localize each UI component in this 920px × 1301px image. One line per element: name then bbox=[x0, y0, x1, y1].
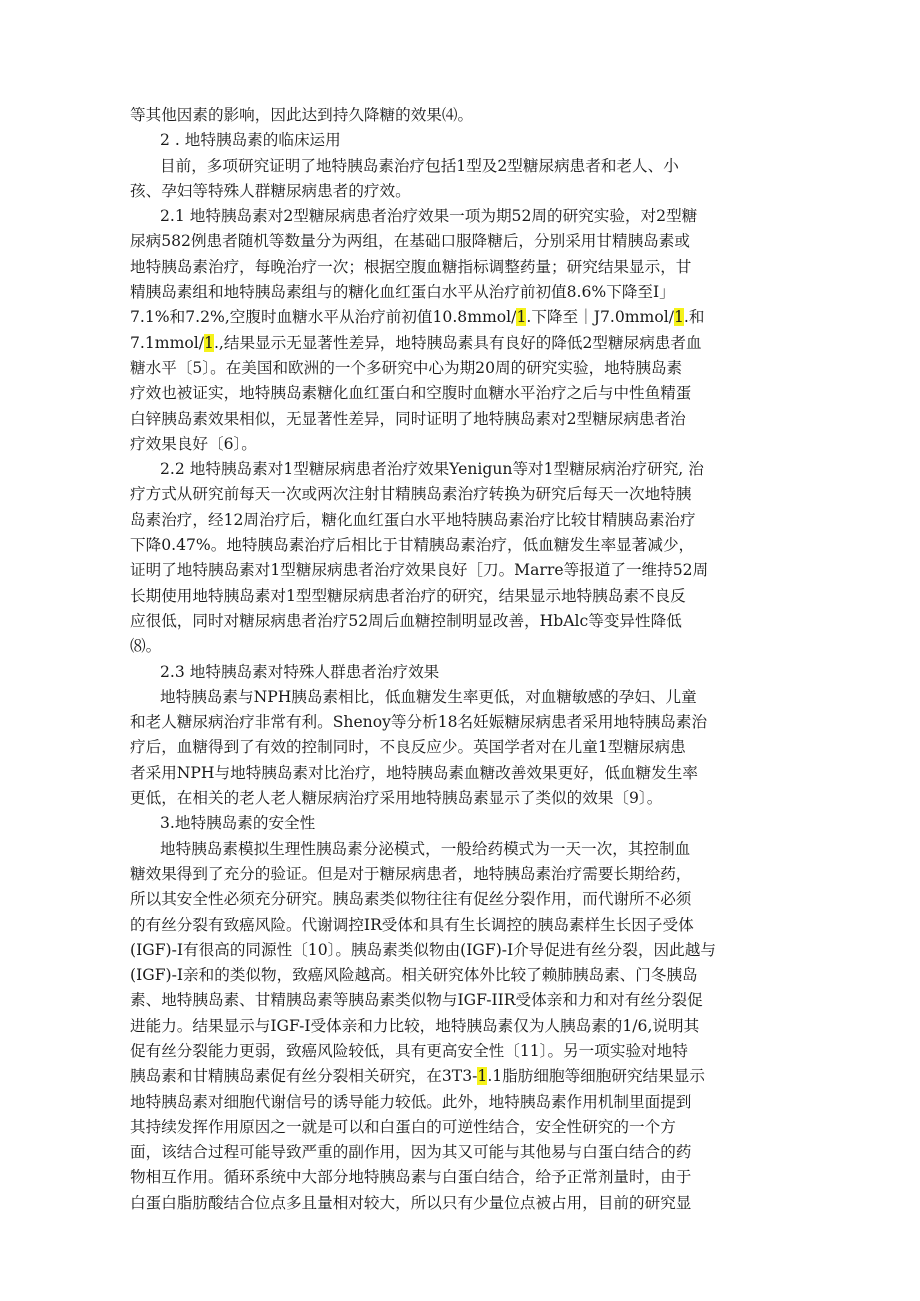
text-segment: 其持续发挥作用原因之一就是可以和白蛋白的可逆性结合，安全性研究的一个方 bbox=[130, 1117, 676, 1136]
text-segment: 面，该结合过程可能导致严重的副作用，因为其又可能与其他易与白蛋白结合的药 bbox=[130, 1143, 692, 1162]
text-line bbox=[130, 1165, 802, 1190]
text-line bbox=[130, 432, 802, 457]
text-segment: 地特胰岛素治疗，每晚治疗一次；根据空腹血糖指标调整药量；研究结果显示，甘 bbox=[130, 257, 692, 276]
text-line bbox=[130, 154, 802, 179]
text-segment: 进能力。结果显示与IGF-I受体亲和力比较，地特胰岛素仅为人胰岛素的1/6,说明其 bbox=[130, 1016, 700, 1035]
text-segment: 目前，多项研究证明了地特胰岛素治疗包括1型及2型糖尿病患者和老人、小 bbox=[160, 156, 679, 175]
text-line bbox=[130, 988, 802, 1013]
text-segment: 3.地特胰岛素的安全性 bbox=[160, 814, 316, 833]
text-line bbox=[130, 584, 802, 609]
text-line bbox=[130, 103, 802, 128]
highlighted-text: 1 bbox=[477, 1067, 488, 1086]
text-line bbox=[130, 179, 802, 204]
text-line bbox=[130, 685, 802, 710]
highlighted-text: 1 bbox=[673, 308, 684, 327]
text-line bbox=[130, 331, 802, 356]
text-segment: 地特胰岛素模拟生理性胰岛素分泌模式，一般给药模式为一天一次，其控制血 bbox=[160, 839, 691, 858]
text-segment: .下降至｜J7.0mmol∕ bbox=[526, 308, 674, 327]
text-segment: 所以其安全性必须充分研究。胰岛素类似物往往有促丝分裂作用，而代谢所不必须 bbox=[130, 890, 692, 909]
text-segment: 地特胰岛素对细胞代谢信号的诱导能力较低。此外，地特胰岛素作用机制里面提到 bbox=[130, 1092, 692, 1111]
text-line bbox=[130, 887, 802, 912]
text-line bbox=[130, 938, 802, 963]
text-segment: 胰岛素和甘精胰岛素促有丝分裂相关研究，在3T3- bbox=[130, 1067, 478, 1086]
text-line bbox=[130, 609, 802, 634]
text-line bbox=[130, 255, 802, 280]
text-segment: 7.1mmol∕ bbox=[130, 333, 205, 352]
text-segment: 孩、孕妇等特殊人群糖尿病患者的疗效。 bbox=[130, 181, 411, 200]
text-segment: 2.2 地特胰岛素对1型糖尿病患者治疗效果Yenigun等对1型糖尿病治疗研究, 治 bbox=[160, 460, 704, 479]
text-line bbox=[130, 1039, 802, 1064]
text-segment: 2.1 地特胰岛素对2型糖尿病患者治疗效果一项为期52周的研究实验，对2型糖 bbox=[160, 207, 698, 226]
text-line bbox=[130, 761, 802, 786]
text-segment: 糖水平〔5〕。在美国和欧洲的一个多研究中心为期20周的研究实验，地特胰岛素 bbox=[130, 358, 683, 377]
text-line bbox=[130, 305, 802, 330]
text-line bbox=[130, 482, 802, 507]
text-segment: 长期使用地特胰岛素对1型型糖尿病患者治疗的研究，结果显示地特胰岛素不良反 bbox=[130, 586, 686, 605]
text-line bbox=[130, 204, 802, 229]
text-line bbox=[130, 913, 802, 938]
text-line bbox=[130, 128, 802, 153]
text-segment: .和 bbox=[683, 308, 705, 327]
text-segment: 地特胰岛素与NPH胰岛素相比，低血糖发生率更低，对血糖敏感的孕妇、儿童 bbox=[160, 687, 697, 706]
text-segment: 促有丝分裂能力更弱，致癌风险较低，具有更高安全性〔11〕。另一项实验对地特 bbox=[130, 1041, 688, 1060]
text-segment: 证明了地特胰岛素对1型糖尿病患者治疗效果良好［刀。Marre等报道了一维持52周 bbox=[130, 561, 709, 580]
text-segment: 下降0.47%。地特胰岛素治疗后相比于甘精胰岛素治疗，低血糖发生率显著减少， bbox=[130, 536, 695, 555]
text-line bbox=[130, 963, 802, 988]
text-line bbox=[130, 786, 802, 811]
text-segment: 7.1%和7.2%,空腹时血糖水平从治疗前初值10.8mmol∕ bbox=[130, 308, 517, 327]
text-line bbox=[130, 1064, 802, 1089]
text-segment: 糖效果得到了充分的验证。但是对于糖尿病患者，地特胰岛素治疗需要长期给药， bbox=[130, 864, 692, 883]
text-segment: 疗效果良好〔6〕。 bbox=[130, 434, 257, 453]
text-line bbox=[130, 533, 802, 558]
text-line bbox=[130, 381, 802, 406]
text-segment: 2.3 地特胰岛素对特殊人群患者治疗效果 bbox=[160, 662, 440, 681]
text-segment: 精胰岛素组和地特胰岛素组与的糖化血红蛋白水平从治疗前初值8.6%下降至I」 bbox=[130, 283, 675, 302]
text-segment: 白蛋白脂肪酸结合位点多且量相对较大，所以只有少量位点被占用，目前的研究显 bbox=[130, 1193, 692, 1212]
text-line bbox=[130, 1115, 802, 1140]
text-segment: 岛素治疗，经12周治疗后，糖化血红蛋白水平地特胰岛素治疗比较甘精胰岛素治疗 bbox=[130, 510, 696, 529]
text-segment: 更低，在相关的老人老人糖尿病治疗采用地特胰岛素显示了类似的效果〔9〕。 bbox=[130, 789, 663, 808]
text-segment: (IGF)-I有很高的同源性〔10〕。胰岛素类似物由(IGF)-I介导促进有丝分裂，因此越与 bbox=[130, 940, 716, 959]
text-segment: 2 . 地特胰岛素的临床运用 bbox=[160, 131, 341, 150]
text-segment: 疗方式从研究前每天一次或两次注射甘精胰岛素治疗转换为研究后每天一次地特胰 bbox=[130, 485, 692, 504]
text-line bbox=[130, 229, 802, 254]
text-line bbox=[130, 407, 802, 432]
text-line bbox=[130, 558, 802, 583]
text-segment: 和老人糖尿病治疗非常有利。Shenoy等分析18名妊娠糖尿病患者采用地特胰岛素治 bbox=[130, 713, 708, 732]
text-segment: 的有丝分裂有致癌风险。代谢调控IR受体和具有生长调控的胰岛素样生长因子受体 bbox=[130, 915, 694, 934]
text-line bbox=[130, 811, 802, 836]
text-line bbox=[130, 735, 802, 760]
text-line bbox=[130, 837, 802, 862]
text-line bbox=[130, 1191, 802, 1216]
highlighted-text: 1 bbox=[204, 333, 214, 352]
text-segment: (IGF)-I亲和的类似物，致癌风险越高。相关研究体外比较了赖肺胰岛素、门冬胰岛 bbox=[130, 966, 698, 985]
text-segment: 尿病582例患者随机等数量分为两组，在基础口服降糖后，分别采用甘精胰岛素或 bbox=[130, 232, 690, 251]
text-line bbox=[130, 280, 802, 305]
text-segment: 者采用NPH与地特胰岛素对比治疗，地特胰岛素血糖改善效果更好，低血糖发生率 bbox=[130, 763, 698, 782]
text-line bbox=[130, 634, 802, 659]
text-line bbox=[130, 862, 802, 887]
text-line bbox=[130, 660, 802, 685]
text-segment: 物相互作用。循环系统中大部分地特胰岛素与白蛋白结合，给予正常剂量时，由于 bbox=[130, 1168, 692, 1187]
text-segment: 疗效也被证实，地特胰岛素糖化血红蛋白和空腹时血糖水平治疗之后与中性鱼精蛋 bbox=[130, 384, 692, 403]
text-line bbox=[130, 710, 802, 735]
text-line bbox=[130, 457, 802, 482]
text-segment: .,结果显示无显著性差异，地特胰岛素具有良好的降低2型糖尿病患者血 bbox=[213, 333, 702, 352]
text-line bbox=[130, 1014, 802, 1039]
text-segment: ⑻。 bbox=[130, 637, 162, 656]
text-line bbox=[130, 1090, 802, 1115]
text-line bbox=[130, 508, 802, 533]
body-text bbox=[130, 103, 802, 1216]
text-line bbox=[130, 356, 802, 381]
text-segment: 等其他因素的影响，因此达到持久降糖的效果⑷。 bbox=[130, 106, 474, 124]
highlighted-text: 1 bbox=[516, 308, 527, 327]
text-segment: 应很低，同时对糖尿病患者治疗52周后血糖控制明显改善，HbAlc等变异性降低 bbox=[130, 611, 682, 630]
text-line bbox=[130, 1140, 802, 1165]
text-segment: 疗后，血糖得到了有效的控制同时，不良反应少。英国学者对在儿童1型糖尿病患 bbox=[130, 738, 686, 757]
text-segment: .1脂肪细胞等细胞研究结果显示 bbox=[487, 1067, 705, 1086]
text-segment: 白锌胰岛素效果相似，无显著性差异，同时证明了地特胰岛素对2型糖尿病患者治 bbox=[130, 409, 686, 428]
text-segment: 素、地特胰岛素、甘精胰岛素等胰岛素类似物与IGF-IIR受体亲和力和对有丝分裂促 bbox=[130, 991, 703, 1010]
